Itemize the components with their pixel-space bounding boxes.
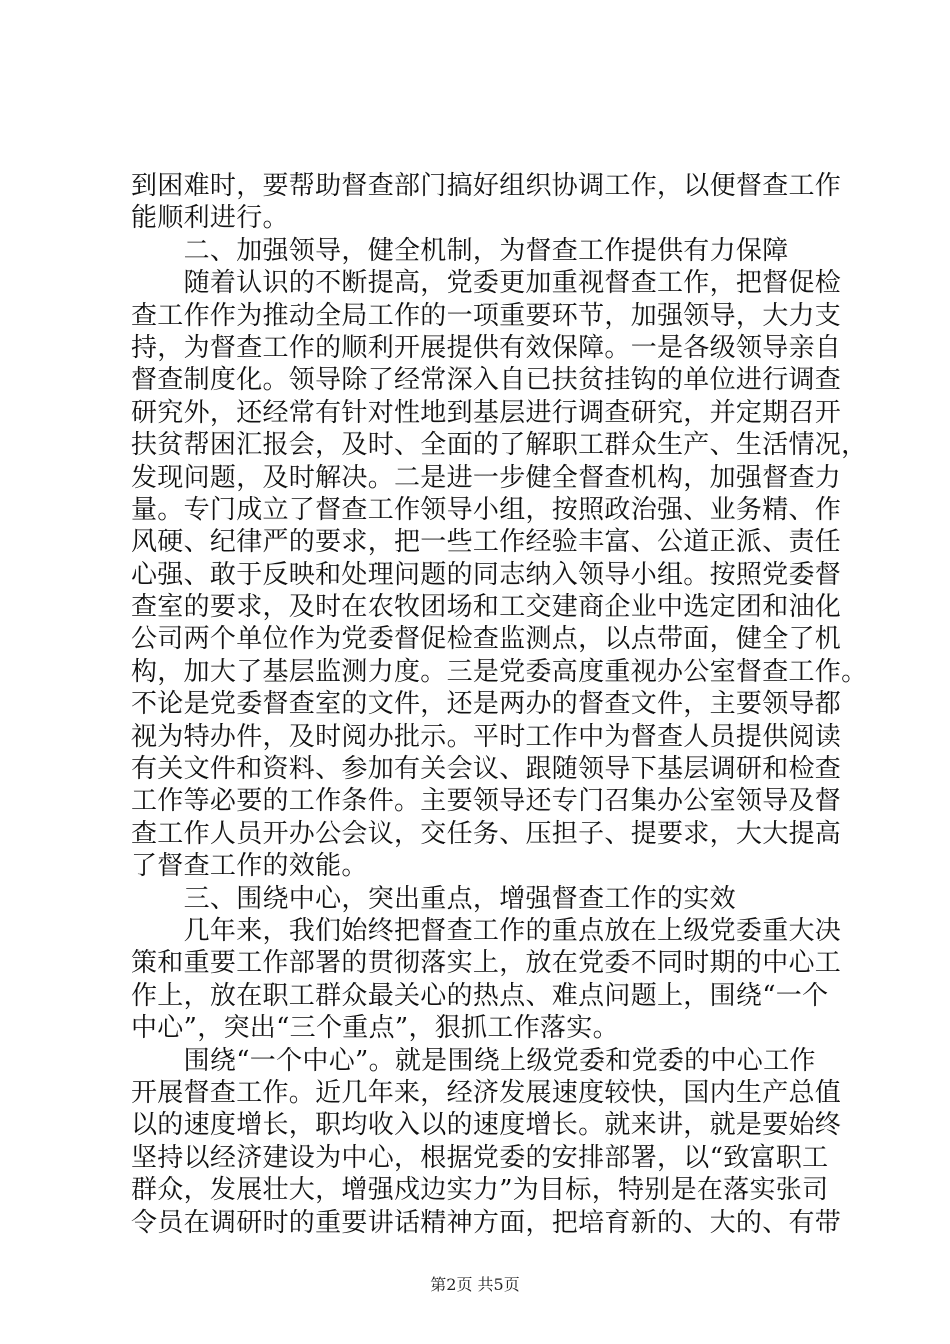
- text-line: 量。专门成立了督查工作领导小组，按照政治强、业务精、作: [131, 494, 842, 525]
- text-line: 群众，发展壮大，增强戍边实力”为目标，特别是在落实张司: [131, 1175, 829, 1206]
- text-line: 心强、敢于反映和处理问题的同志纳入领导小组。按照党委督: [131, 559, 842, 590]
- text-line: 督查制度化。领导除了经常深入自已扶贫挂钩的单位进行调查: [131, 365, 842, 396]
- text-line: 策和重要工作部署的贯彻落实上，放在党委不同时期的中心工: [131, 948, 842, 979]
- text-line: 查工作作为推动全局工作的一项重要环节，加强领导，大力支: [131, 300, 842, 331]
- text-line: 围绕“一个中心”。就是围绕上级党委和党委的中心工作: [131, 1045, 816, 1076]
- text-line: 到困难时，要帮助督查部门搞好组织协调工作，以便督查工作: [131, 171, 842, 201]
- document-body: [131, 170, 868, 1239]
- text-line: 三、围绕中心，突出重点，增强督查工作的实效: [131, 883, 736, 914]
- text-line: 有关文件和资料、参加有关会议、跟随领导下基层调研和检查: [131, 754, 842, 785]
- text-line: 了督查工作的效能。: [131, 851, 368, 882]
- page-indicator: 第2页 共5页: [430, 1275, 520, 1294]
- text-line: 随着认识的不断提高，党委更加重视督查工作，把督促检: [131, 268, 842, 299]
- text-line: 研究外，还经常有针对性地到基层进行调查研究，并定期召开: [131, 397, 842, 428]
- text-line: 作上，放在职工群众最关心的热点、难点问题上，围绕“一个: [131, 980, 829, 1011]
- text-line: 令员在调研时的重要讲话精神方面，把培育新的、大的、有带: [131, 1207, 842, 1238]
- text-line: 能顺利进行。: [131, 203, 289, 234]
- text-line: 查室的要求，及时在农牧团场和工交建商企业中选定团和油化: [131, 592, 842, 623]
- text-line: 风硬、纪律严的要求，把一些工作经验丰富、公道正派、责任: [131, 527, 842, 558]
- text-line: 公司两个单位作为党委督促检查监测点，以点带面，健全了机: [131, 624, 842, 655]
- text-line: 视为特办件，及时阅办批示。平时工作中为督查人员提供阅读: [131, 721, 842, 752]
- text-line: 以的速度增长，职均收入以的速度增长。就来讲，就是要始终: [131, 1110, 842, 1141]
- text-line: 查工作人员开办公会议，交任务、压担子、提要求，大大提高: [131, 818, 842, 849]
- text-line: 发现问题，及时解决。二是进一步健全督查机构，加强督查力: [131, 462, 842, 493]
- text-line: 二、加强领导，健全机制，为督查工作提供有力保障: [131, 235, 789, 266]
- text-line: 不论是党委督查室的文件，还是两办的督查文件，主要领导都: [131, 689, 842, 720]
- text-line: 工作等必要的工作条件。主要领导还专门召集办公室领导及督: [131, 786, 842, 817]
- text-line: 持，为督查工作的顺利开展提供有效保障。一是各级领导亲自: [131, 332, 842, 363]
- text-line: 开展督查工作。近几年来，经济发展速度较快，国内生产总值: [131, 1077, 842, 1108]
- text-line: 中心”，突出“三个重点”，狠抓工作落实。: [131, 1013, 619, 1044]
- text-line: 构，加大了基层监测力度。三是党委高度重视办公室督查工作。: [131, 656, 868, 687]
- text-line: 几年来，我们始终把督查工作的重点放在上级党委重大决: [131, 915, 842, 946]
- text-line: 坚持以经济建设为中心，根据党委的安排部署，以“致富职工: [131, 1142, 829, 1173]
- text-line: 扶贫帮困汇报会，及时、全面的了解职工群众生产、生活情况，: [131, 430, 868, 461]
